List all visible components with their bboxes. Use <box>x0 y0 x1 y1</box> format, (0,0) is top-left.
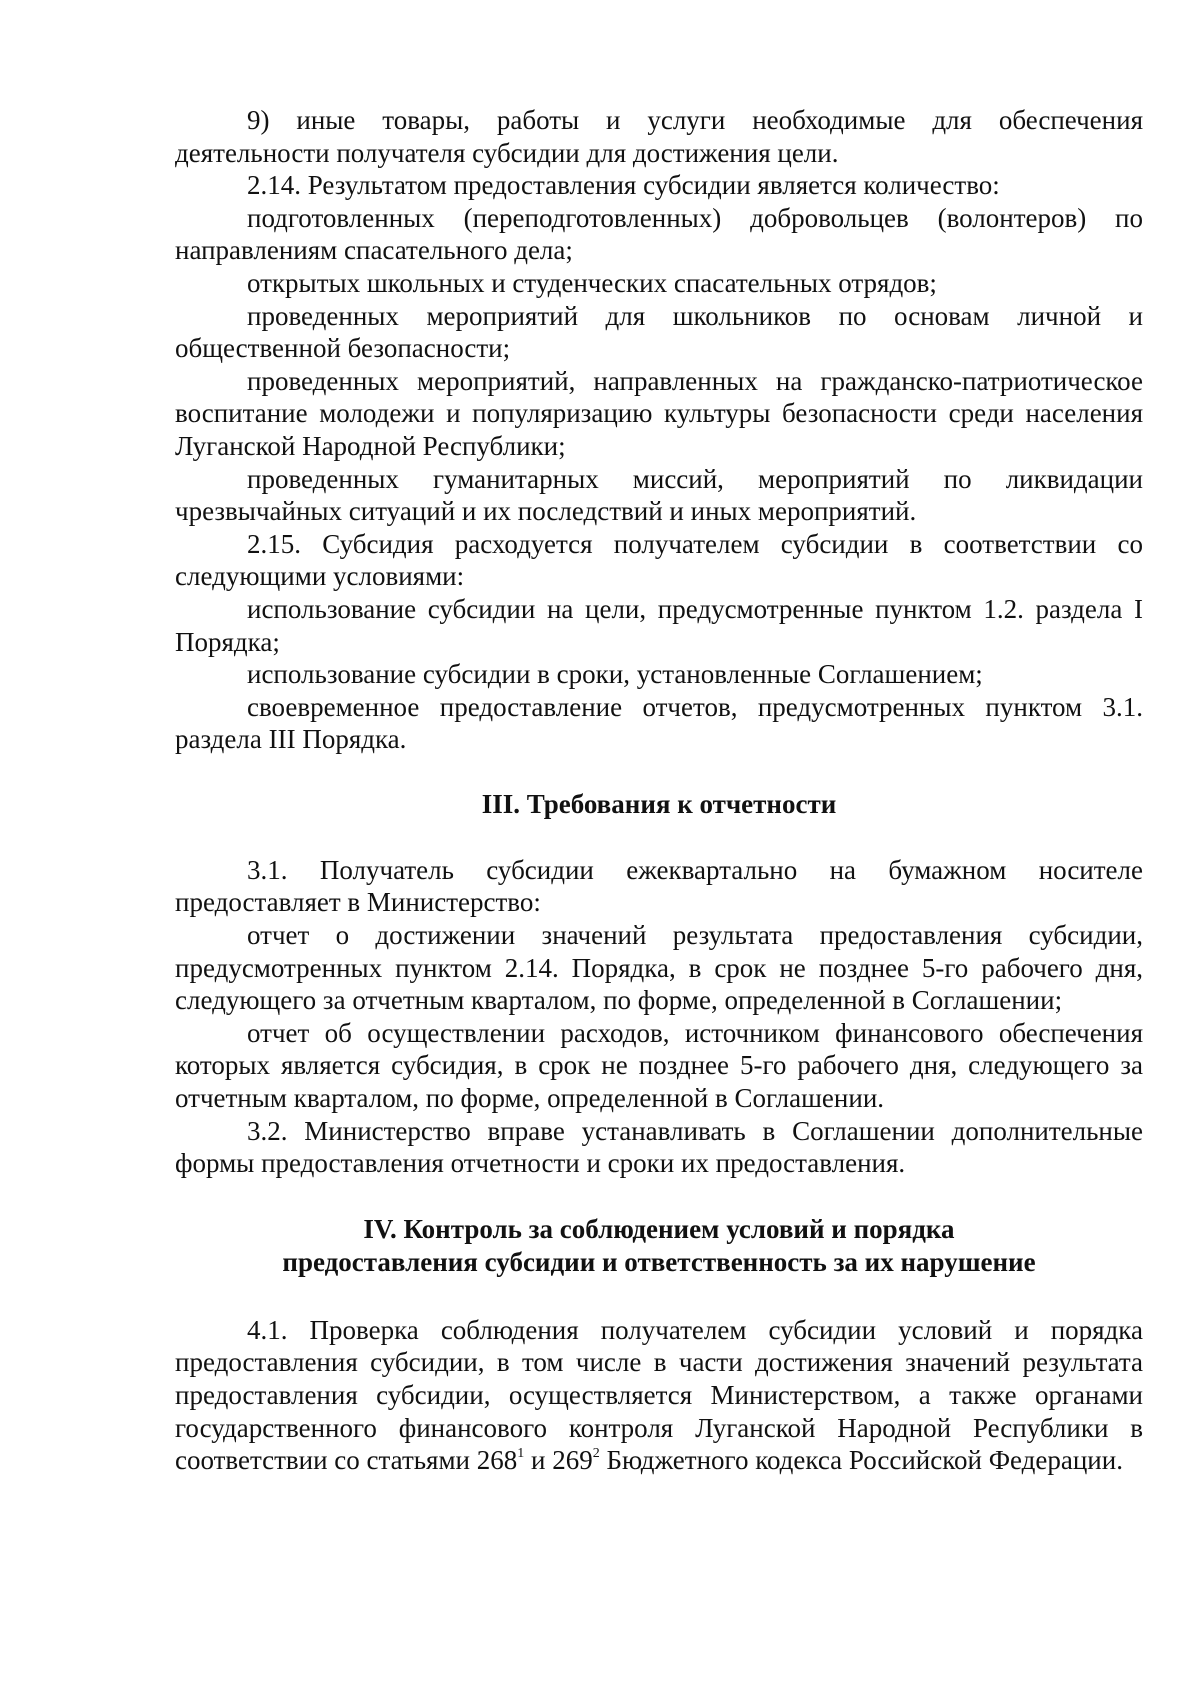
paragraph-condition-terms: использование субсидии в сроки, установленные Соглашением; <box>247 659 983 690</box>
paragraph-condition-purpose: использование субсидии на цели, предусмотренные пунктом 1.2. раздела I Порядка; <box>175 593 1143 657</box>
section-3 <box>175 854 1143 1180</box>
paragraph-4-1-text-2: и 269 <box>524 1445 593 1476</box>
section-4-heading-line2: предоставления субсидии и ответственность за их нарушение <box>282 1246 1036 1277</box>
section-2-continuation <box>175 104 1143 756</box>
paragraph-4-1 <box>175 1314 1143 1477</box>
paragraph-4-1-text-3: Бюджетного кодекса Российской Федерации. <box>599 1445 1123 1476</box>
paragraph-item-9: 9) иные товары, работы и услуги необходимые для обеспечения деятельности получателя субсидии для достижения цели. <box>175 105 1143 168</box>
paragraph-3-2: 3.2. Министерство вправе устанавливать в Соглашении дополнительные формы предоставления отчетности и сроки их предоставления. <box>175 1115 1143 1179</box>
paragraph-patriotic-events: проведенных мероприятий, направленных на гражданско-патриотическое воспитание молодежи и популяризацию культуры безопасности среди населения Луганской Народной Республики; <box>175 365 1143 461</box>
section-4-heading-line1: IV. Контроль за соблюдением условий и порядка <box>363 1213 955 1244</box>
section-4 <box>175 1314 1143 1477</box>
paragraph-report-expenses: отчет об осуществлении расходов, источником финансового обеспечения которых является субсидия, в срок не позднее 5-го рабочего дня, следующего за отчетным кварталом, по форме, определенной в Соглашении. <box>175 1017 1143 1114</box>
paragraph-2-14: 2.14. Результатом предоставления субсидии является количество: <box>247 170 1000 201</box>
paragraph-4-1-text: 4.1. Проверка соблюдения получателем субсидии условий и порядка предоставления субсидии, в том числе в части достижения значений результата предоставления субсидии, осуществляется Министерством, а также органами государственного финансового контроля Луганской Народной Республики в соответствии со статьями 268 <box>175 1314 1143 1476</box>
superscript-1: 1 <box>517 1446 525 1462</box>
paragraph-condition-reports: своевременное предоставление отчетов, предусмотренных пунктом 3.1. раздела III Порядка. <box>175 691 1143 755</box>
paragraph-volunteers: подготовленных (переподготовленных) добровольцев (волонтеров) по направлениям спасательного дела; <box>175 202 1143 266</box>
paragraph-report-results: отчет о достижении значений результата предоставления субсидии, предусмотренных пунктом 2.14. Порядка, в срок не позднее 5-го рабочего дня, следующего за отчетным кварталом, по форме, определенной в Соглашении; <box>175 920 1143 1016</box>
paragraph-2-15: 2.15. Субсидия расходуется получателем субсидии в соответствии со следующими условиями: <box>175 528 1143 592</box>
superscript-2: 2 <box>592 1446 600 1462</box>
paragraph-3-1: 3.1. Получатель субсидии ежеквартально на бумажном носителе предоставляет в Министерство: <box>175 854 1143 918</box>
paragraph-humanitarian-missions: проведенных гуманитарных миссий, мероприятий по ликвидации чрезвычайных ситуаций и их последствий и иных мероприятий. <box>175 463 1143 527</box>
section-3-heading: III. Требования к отчетности <box>481 788 837 819</box>
document-page <box>175 104 1143 1477</box>
paragraph-rescue-squads: открытых школьных и студенческих спасательных отрядов; <box>247 267 937 298</box>
paragraph-school-events: проведенных мероприятий для школьников по основам личной и общественной безопасности; <box>175 300 1143 364</box>
section-4-heading <box>175 1213 1143 1279</box>
